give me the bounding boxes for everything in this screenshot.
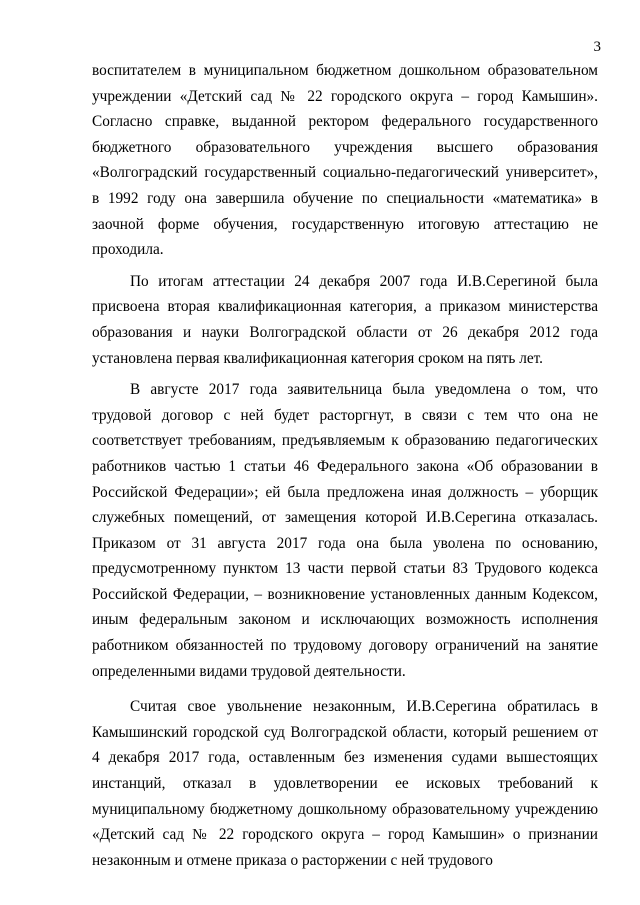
paragraph-attestation: По итогам аттестации 24 декабря 2007 года И.В.Серегиной была присвоена вторая квалификационная категория, а приказом министерства образования и науки Волгоградской области от 26 декабря 2012 года установлена первая квалификационная категория сроком на пять лет. bbox=[92, 272, 598, 367]
paragraph-continuation: воспитателем в муниципальном бюджетном дошкольном образовательном учреждении «Детский сад № 22 городского округа – город Камышин». Согласно справке, выданной ректором федерального государственного бюджетного образовательного учреждения высшего образования «Волгоградский государственный социально-педагогический университет», в 1992 году она завершила обучение по специальности «математика» в заочной форме обучения, государственную итоговую аттестацию не проходила. bbox=[92, 62, 598, 259]
paragraph-dismissal: В августе 2017 года заявительница была уведомлена о том, что трудовой договор с ней будет расторгнут, в связи с тем что она не соответствует требованиям, предъявляемым к образованию педагогических работников частью 1 статьи 46 Федерального закона «Об образовании в Российской Федерации»; ей была предложена иная должность – уборщик служебных помещений, от замещения которой И.В.Серегина отказалась. Приказом от 31 августа 2017 года она была уволена по основанию, предусмотренному пунктом 13 части первой статьи 83 Трудового кодекса Российской Федерации, – возникновение установленных данным Кодексом, иным федеральным законом и исключающих возможность исполнения работником обязанностей по трудовому договору ограничений на занятие определенными видами трудовой деятельности. bbox=[92, 381, 598, 680]
page-number: 3 bbox=[593, 39, 601, 55]
document-body bbox=[92, 58, 598, 873]
paragraph-court-appeal: Считая свое увольнение незаконным, И.В.Серегина обратилась в Камышинский городской суд Волгоградской области, который решением от 4 декабря 2017 года, оставленным без изменения судами вышестоящих инстанций, отказал в удовлетворении ее исковых требований к муниципальному бюджетному дошкольному образовательному учреждению «Детский сад № 22 городского округа – город Камышин» о признании незаконным и отмене приказа о расторжении с ней трудового bbox=[92, 698, 598, 869]
